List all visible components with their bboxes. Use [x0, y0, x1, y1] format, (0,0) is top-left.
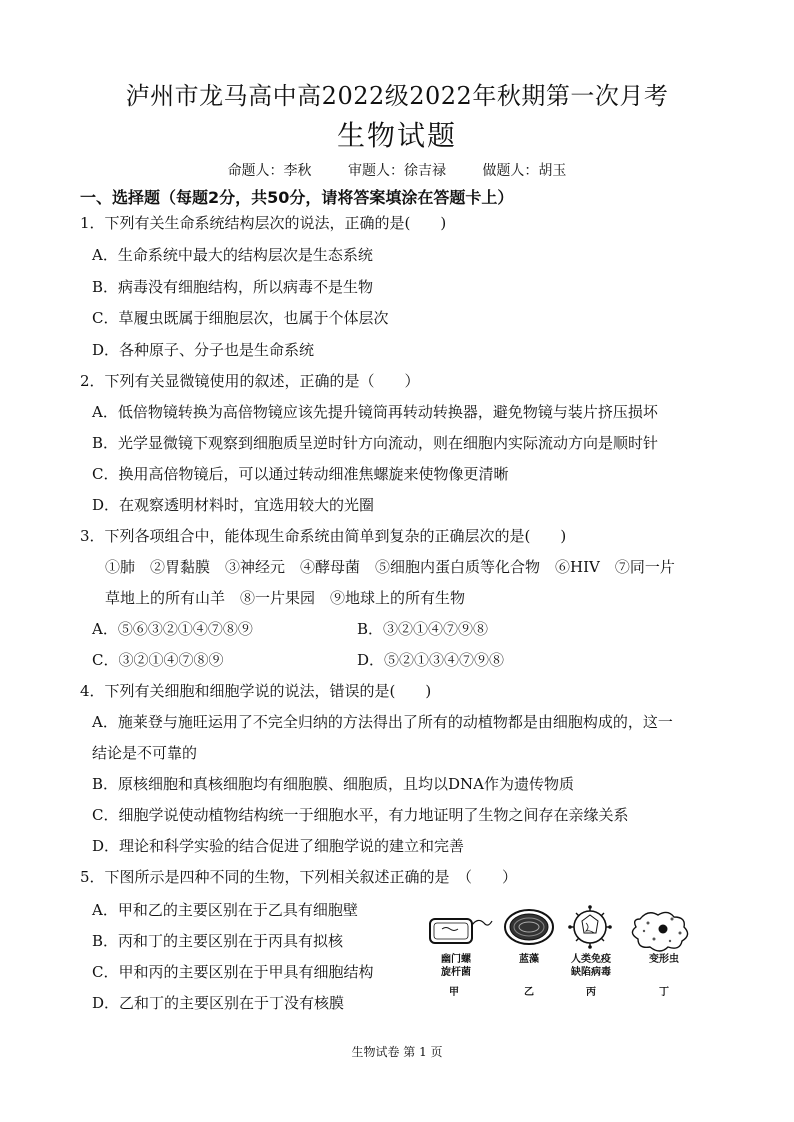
question-4-option-a: A．施莱登与施旺运用了不完全归纳的方法得出了所有的动植物都是由细胞构成的，这一: [92, 713, 673, 731]
author-reviewer: 审题人：徐吉禄: [348, 163, 446, 179]
question-3-option-c: C．③②①④⑦⑧⑨: [92, 651, 224, 669]
question-5-stem: 5．下图所示是四种不同的生物，下列相关叙述正确的是 （ ）: [80, 868, 518, 886]
question-5-option-c: C．甲和丙的主要区别在于甲具有细胞结构: [92, 963, 374, 981]
tag-yi: 乙: [524, 987, 534, 998]
section-heading: 一、选择题（每题2分，共50分，请将答案填涂在答题卡上）: [80, 188, 514, 207]
question-2-option-d: D．在观察透明材料时，宜选用较大的光圈: [92, 496, 375, 514]
question-3-items-line-1: ①肺 ②胃黏膜 ③神经元 ④酵母菌 ⑤细胞内蛋白质等化合物 ⑥HIV ⑦同一片: [105, 558, 675, 576]
question-5-option-b: B．丙和丁的主要区别在于丙具有拟核: [92, 932, 344, 950]
question-1-option-a: A．生命系统中最大的结构层次是生态系统: [92, 246, 373, 264]
question-1-option-b: B．病毒没有细胞结构，所以病毒不是生物: [92, 278, 374, 296]
tag-jia: 甲: [449, 987, 459, 998]
cyanobacteria-illustration: [505, 910, 553, 944]
amoeba-illustration: [632, 912, 687, 951]
question-3-option-a: A．⑤⑥③②①④⑦⑧⑨: [92, 620, 253, 638]
authors-line: [0, 160, 794, 180]
author-solver: 做题人：胡玉: [482, 163, 567, 179]
question-2-stem: 2．下列有关显微镜使用的叙述，正确的是（ ）: [80, 372, 420, 390]
question-5-option-d: D．乙和丁的主要区别在于丁没有核膜: [92, 994, 345, 1012]
question-2-option-b: B．光学显微镜下观察到细胞质呈逆时针方向流动，则在细胞内实际流动方向是顺时针: [92, 434, 659, 452]
question-1-option-d: D．各种原子、分子也是生命系统: [92, 341, 315, 359]
question-4-stem: 4．下列有关细胞和细胞学说的说法，错误的是( ): [80, 682, 432, 700]
question-4-option-a-cont: 结论是不可靠的: [92, 744, 198, 762]
helicobacter-illustration: [430, 919, 492, 943]
question-3-option-b: B．③②①④⑦⑨⑧: [357, 620, 489, 638]
label-cyanobacteria: 蓝藻: [519, 954, 539, 965]
question-2-option-a: A．低倍物镜转换为高倍物镜应该先提升镜筒再转动转换器，避免物镜与装片挤压损坏: [92, 403, 658, 421]
page-footer: 生物试卷 第 1 页: [351, 1045, 443, 1059]
organisms-figure: [422, 905, 722, 1000]
question-3-items-line-2: 草地上的所有山羊 ⑧一片果园 ⑨地球上的所有生物: [105, 589, 466, 607]
question-4-option-b: B．原核细胞和真核细胞均有细胞膜、细胞质，且均以DNA作为遗传物质: [92, 775, 575, 793]
question-1-stem: 1．下列有关生命系统结构层次的说法，正确的是( ): [80, 214, 447, 232]
question-2-option-c: C．换用高倍物镜后，可以通过转动细准焦螺旋来使物像更清晰: [92, 465, 509, 483]
label-helicobacter: 幽门螺 旋杆菌: [441, 954, 471, 978]
question-4-option-d: D．理论和科学实验的结合促进了细胞学说的建立和完善: [92, 837, 465, 855]
question-1-option-c: C．草履虫既属于细胞层次，也属于个体层次: [92, 309, 389, 327]
tag-bing: 丙: [586, 987, 596, 998]
hiv-illustration: [568, 905, 612, 949]
question-3-option-d: D．⑤②①③④⑦⑨⑧: [357, 651, 505, 669]
exam-subtitle: 生物试题: [336, 119, 457, 152]
author-setter: 命题人：李秋: [227, 163, 312, 179]
question-3-stem: 3．下列各项组合中，能体现生命系统由简单到复杂的正确层次的是( ): [80, 527, 567, 545]
label-amoeba: 变形虫: [649, 954, 679, 965]
tag-ding: 丁: [659, 987, 669, 998]
label-hiv: 人类免疫 缺陷病毒: [571, 954, 611, 978]
exam-title: 泸州市龙马高中高2022级2022年秋期第一次月考: [125, 82, 669, 110]
question-5-option-a: A．甲和乙的主要区别在于乙具有细胞壁: [92, 901, 358, 919]
question-4-option-c: C．细胞学说使动植物结构统一于细胞水平，有力地证明了生物之间存在亲缘关系: [92, 806, 629, 824]
